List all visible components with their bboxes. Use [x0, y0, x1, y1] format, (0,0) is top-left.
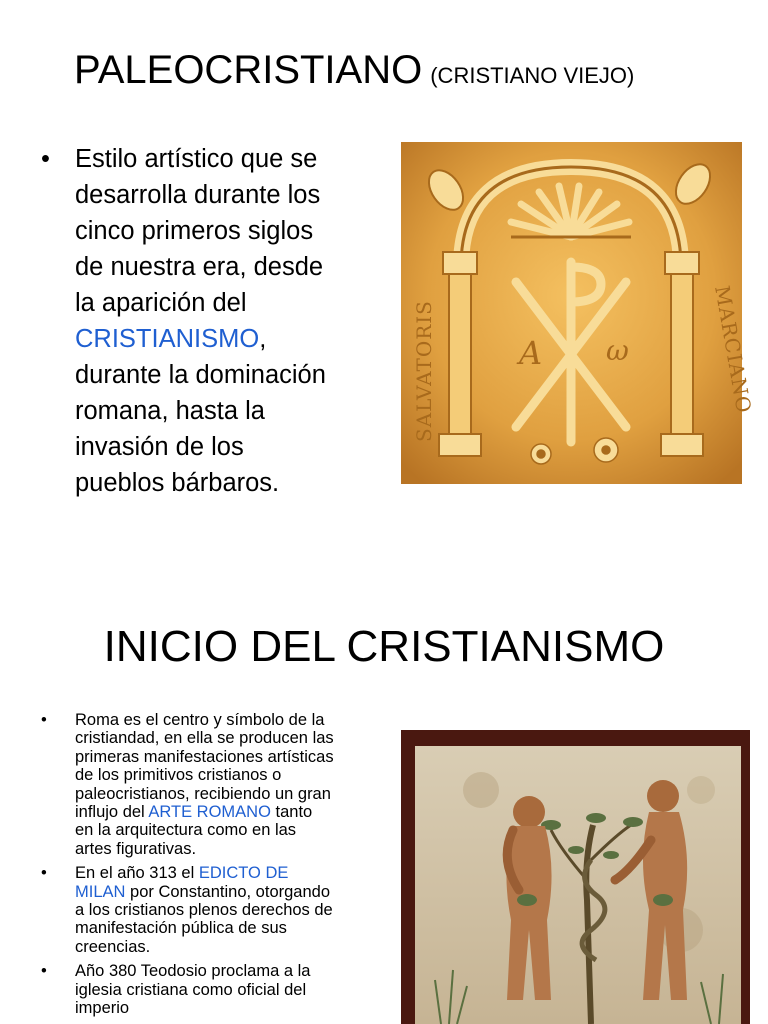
text-line: artes figurativas.: [75, 839, 197, 858]
list-item: [41, 141, 385, 501]
bullet-icon: •: [41, 962, 47, 981]
link-edicto-de-milan[interactable]: EDICTO DE: [198, 864, 289, 883]
bullet-text: [75, 145, 326, 497]
text-line: Estilo artístico que se: [75, 145, 318, 173]
title-main: PALEOCRISTIANO: [74, 48, 423, 92]
bullet-icon: •: [41, 711, 47, 729]
text-line: pueblos bárbaros.: [75, 469, 280, 497]
text-line: creencias.: [75, 937, 151, 956]
bullet-text: [75, 962, 310, 1017]
text-line: primeras manifestaciones artísticas: [75, 747, 334, 766]
bullet-icon: •: [41, 864, 47, 883]
text-line: paleocristianos, recibiendo un gran: [75, 784, 331, 803]
text-line: cinco primeros siglos: [75, 217, 314, 245]
list-item: [41, 711, 385, 858]
text-line: romana, hasta la: [75, 397, 265, 425]
slide-title: INICIO DEL CRISTIANISMO: [103, 622, 665, 671]
rosette-icon: [531, 444, 551, 464]
text-line: manifestación pública de sus: [75, 919, 287, 938]
text-line: influjo del: [75, 803, 149, 822]
fresco-illustration: [401, 730, 750, 1024]
text-line: durante la dominación: [75, 361, 326, 389]
text-line: por Constantino, otorgando: [125, 882, 330, 901]
bullet-text: [75, 864, 333, 956]
list-item: [41, 864, 385, 956]
chi-rho-tile-image: [401, 142, 757, 484]
text-line: Año 380 Teodosio proclama a la: [75, 962, 311, 981]
chi-rho-tile-illustration: [401, 142, 757, 484]
bullet-list: [41, 711, 385, 1018]
text-comma: ,: [259, 325, 267, 353]
text-line: de nuestra era, desde: [75, 253, 324, 281]
inscription-right: MARCIANO: [710, 283, 757, 416]
slide-title: [74, 48, 634, 93]
text-line: desarrolla durante los: [75, 181, 321, 209]
bullet-list: [41, 141, 385, 501]
text-line: a los cristianos plenos derechos de: [75, 901, 333, 920]
list-item: [41, 962, 385, 1018]
text-line: la aparición del: [75, 289, 247, 317]
slide-inicio-cristianismo: [0, 560, 768, 1024]
bullet-icon: •: [41, 145, 50, 173]
text-line: en la arquitectura como en las: [75, 821, 297, 840]
text-line: imperio: [75, 999, 130, 1018]
alpha-letter: A: [519, 334, 543, 372]
text-line: tanto: [270, 803, 313, 822]
link-cristianismo[interactable]: CRISTIANISMO: [75, 325, 260, 353]
inscription-left: SALVATORIS: [412, 300, 436, 442]
text-line: iglesia cristiana como oficial del: [75, 980, 307, 999]
text-line: Roma es el centro y símbolo de la: [75, 711, 325, 729]
title-subtitle: (CRISTIANO VIEJO): [430, 63, 635, 88]
adam-and-eve-fresco-image: [401, 730, 750, 1024]
text-line: invasión de los: [75, 433, 244, 461]
text-line: cristiandad, en ella se producen las: [75, 729, 334, 748]
link-edicto-de-milan[interactable]: MILAN: [75, 882, 126, 901]
rosette-icon: [594, 438, 618, 462]
link-arte-romano[interactable]: ARTE ROMANO: [148, 803, 271, 822]
text-line: de los primitivos cristianos o: [75, 766, 282, 785]
text-line: En el año 313 el: [75, 864, 199, 883]
bullet-text: [75, 711, 334, 858]
omega-letter: ω: [606, 334, 629, 367]
